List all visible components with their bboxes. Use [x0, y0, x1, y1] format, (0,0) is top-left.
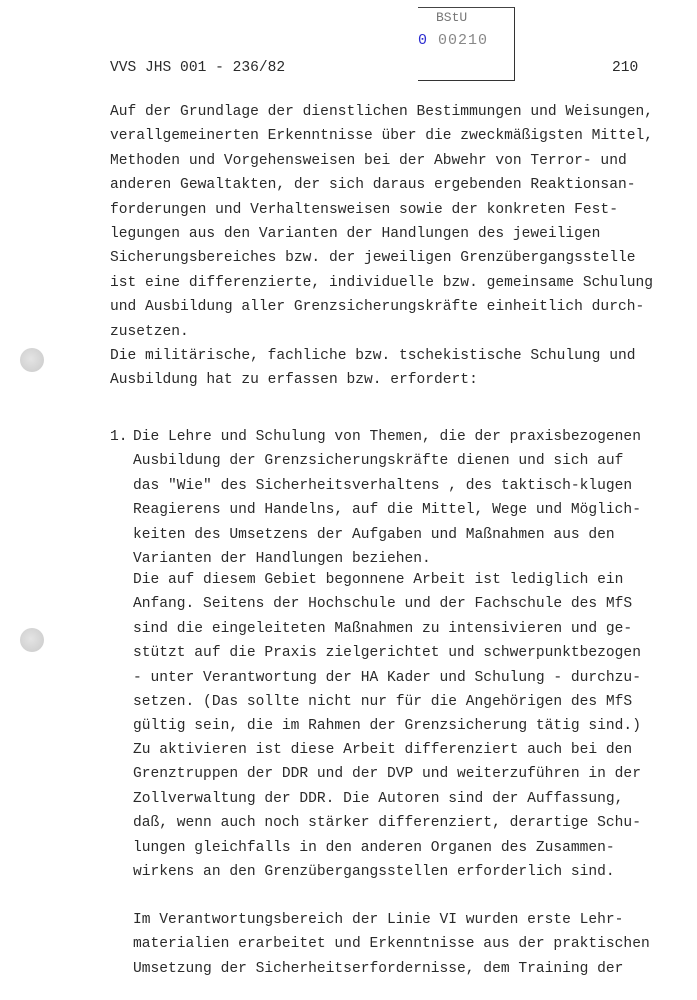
text-line: Reagierens und Handelns, auf die Mittel, Wege und Möglich- [133, 502, 641, 519]
text-line: Umsetzung der Sicherheitserfordernisse, dem Training der [133, 960, 624, 977]
text-line: und Ausbildung aller Grenzsicherungskräfte einheitlich durch- [110, 299, 645, 316]
text-line: Im Verantwortungsbereich der Linie VI wurden erste Lehr- [133, 912, 624, 928]
text-line: verallgemeinerten Erkenntnisse über die zweckmäßigsten Mittel, [110, 128, 653, 145]
list-marker-1: 1. [110, 429, 128, 445]
paragraph-2 [110, 344, 635, 393]
text-line: Zu aktivieren ist diese Arbeit differenziert auch bei den [133, 742, 633, 758]
paragraph-list-1-4 [133, 908, 650, 981]
text-line: Methoden und Vorgehensweisen bei der Abwehr von Terror- und [110, 152, 627, 169]
archive-stamp [418, 7, 515, 81]
stamp-number [418, 32, 488, 49]
text-line: Ausbildung der Grenzsicherungskräfte dienen und sich auf [133, 453, 624, 470]
paragraph-list-1-3 [133, 738, 641, 884]
text-line: Die auf diesem Gebiet begonnene Arbeit ist lediglich ein [133, 572, 624, 588]
text-line: Die Lehre und Schulung von Themen, die der praxisbezogenen [133, 429, 641, 445]
text-line: materialien erarbeitet und Erkenntnisse aus der praktischen [133, 936, 650, 953]
text-line: daß, wenn auch noch stärker differenziert, derartige Schu- [133, 815, 641, 832]
text-line: keiten des Umsetzens der Aufgaben und Maßnahmen aus den [133, 526, 615, 543]
text-line: Sicherungsbereiches bzw. der jeweiligen Grenzübergangsstelle [110, 250, 636, 267]
text-line: Grenztruppen der DDR und der DVP und weiterzuführen in der [133, 766, 641, 783]
text-line: setzen. (Das sollte nicht nur für die Angehörigen des MfS [133, 693, 633, 710]
punch-hole-top [20, 348, 44, 372]
punch-hole-bottom [20, 628, 44, 652]
text-line: forderungen und Verhaltensweisen sowie der konkreten Fest- [110, 201, 618, 218]
text-line: - unter Verantwortung der HA Kader und Schulung - durchzu- [133, 669, 641, 686]
text-line: sind die eingeleiteten Maßnahmen zu intensivieren und ge- [133, 620, 633, 637]
text-line: Die militärische, fachliche bzw. tschekistische Schulung und [110, 348, 636, 364]
paragraph-list-1-2 [133, 568, 641, 739]
text-line: ist eine differenzierte, individuelle bzw. gemeinsame Schulung [110, 274, 653, 291]
paragraph-1 [110, 100, 653, 344]
text-line: stützt auf die Praxis zielgerichtet und schwerpunktbezogen [133, 645, 641, 662]
text-line: lungen gleichfalls in den anderen Organen des Zusammen- [133, 839, 615, 856]
text-line: das "Wie" des Sicherheitsverhaltens , des taktisch-klugen [133, 477, 633, 494]
text-line: zusetzen. [110, 323, 189, 340]
text-line: gültig sein, die im Rahmen der Grenzsicherung tätig sind.) [133, 718, 641, 735]
text-line: legungen aus den Varianten der Handlungen des jeweiligen [110, 225, 601, 242]
text-line: Zollverwaltung der DDR. Die Autoren sind der Auffassung, [133, 790, 624, 807]
text-line: anderen Gewaltakten, der sich daraus ergebenden Reaktionsan- [110, 177, 636, 194]
text-line: wirkens an den Grenzübergangsstellen erforderlich sind. [133, 863, 615, 880]
text-line: Auf der Grundlage der dienstlichen Bestimmungen und Weisungen, [110, 104, 653, 120]
text-line: Anfang. Seitens der Hochschule und der Fachschule des MfS [133, 596, 633, 613]
document-reference: VVS JHS 001 - 236/82 [110, 60, 286, 76]
text-line: Ausbildung hat zu erfassen bzw. erfordert: [110, 372, 478, 389]
list-item-1 [133, 425, 641, 571]
text-line: Varianten der Handlungen beziehen. [133, 550, 431, 567]
stamp-archive-label: BStU [436, 10, 468, 25]
stamp-number-prefix: 0 [418, 32, 429, 49]
page-number: 210 [612, 60, 639, 76]
stamp-number-digits: 00210 [438, 32, 489, 49]
